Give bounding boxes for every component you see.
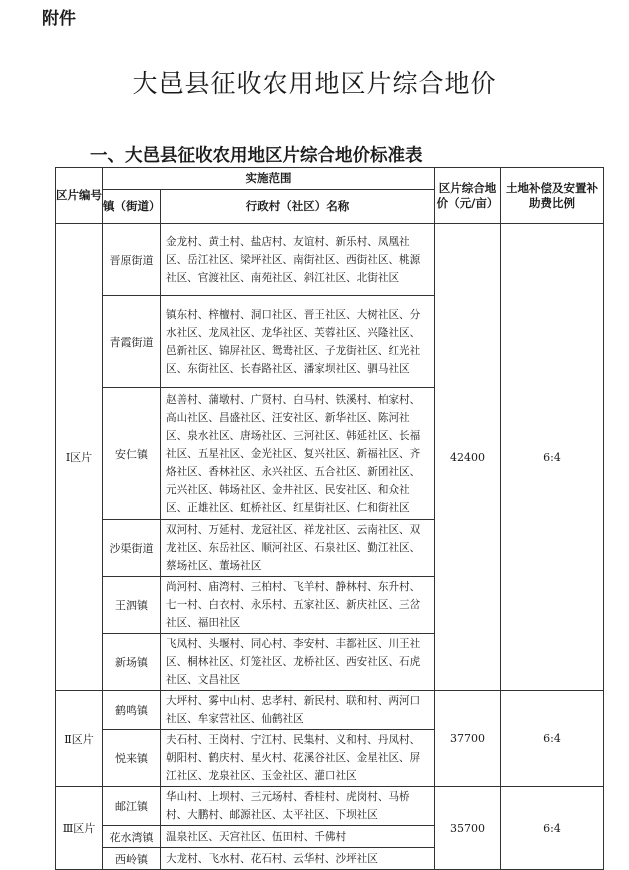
header-ratio: 土地补偿及安置补助费比例 (501, 168, 604, 224)
zone-id-cell: Ⅱ区片 (56, 691, 103, 787)
villages-cell: 华山村、上坝村、三元场村、香桂村、虎岗村、马桥村、大鹏村、邮源社区、太平社区、下坝社区 (161, 787, 435, 826)
town-cell: 沙渠街道 (103, 520, 161, 577)
header-scope: 实施范围 (103, 168, 435, 190)
header-zone-id: 区片编号 (56, 168, 103, 224)
document-title: 大邑县征收农用地区片综合地价 (132, 69, 497, 98)
town-cell: 晋原街道 (103, 224, 161, 296)
zone-id-cell: Ⅰ区片 (56, 224, 103, 691)
villages-cell: 双河村、万延村、龙冠社区、祥龙社区、云南社区、双龙社区、东岳社区、顺河社区、石泉社区、勤江社区、蔡场社区、董场社区 (161, 520, 435, 577)
town-cell: 新场镇 (103, 634, 161, 691)
villages-cell: 飞凤村、头堰村、同心村、李安村、丰都社区、川王社区、桐林社区、灯笼社区、龙桥社区、西安社区、石虎社区、文昌社区 (161, 634, 435, 691)
section-title: 一、大邑县征收农用地区片综合地价标准表 (90, 146, 423, 166)
header-town: 镇（街道） (103, 190, 161, 224)
villages-cell: 夫石村、王岗村、宁江村、民集村、义和村、丹凤村、朝阳村、鹤庆村、星火村、花溪谷社区、金星社区、屏江社区、龙泉社区、玉金社区、灌口社区 (161, 730, 435, 787)
attachment-label: 附件 (42, 9, 76, 29)
villages-cell: 温泉社区、天宫社区、伍田村、千佛村 (161, 826, 435, 848)
ratio-cell: 6:4 (501, 691, 604, 787)
town-cell: 安仁镇 (103, 388, 161, 520)
table-row (56, 787, 604, 826)
land-price-table (55, 167, 604, 870)
table-row (56, 224, 604, 296)
header-villages: 行政村（社区）名称 (161, 190, 435, 224)
header-price: 区片综合地价（元/亩） (435, 168, 501, 224)
price-cell: 37700 (435, 691, 501, 787)
town-cell: 青霞街道 (103, 296, 161, 388)
price-cell: 42400 (435, 224, 501, 691)
town-cell: 悦来镇 (103, 730, 161, 787)
villages-cell: 大龙村、飞水村、花石村、云华村、沙坪社区 (161, 848, 435, 870)
zone-id-cell: Ⅲ区片 (56, 787, 103, 870)
villages-cell: 金龙村、黄土村、盐店村、友谊村、新乐村、凤凰社区、岳江社区、梁坪社区、南街社区、西街社区、桃源社区、官渡社区、南苑社区、斜江社区、北街社区 (161, 224, 435, 296)
town-cell: 西岭镇 (103, 848, 161, 870)
ratio-cell: 6:4 (501, 787, 604, 870)
town-cell: 邮江镇 (103, 787, 161, 826)
town-cell: 王泗镇 (103, 577, 161, 634)
town-cell: 鹤鸣镇 (103, 691, 161, 730)
price-cell: 35700 (435, 787, 501, 870)
villages-cell: 镇东村、梓檀村、洞口社区、晋王社区、大树社区、分水社区、龙凤社区、龙华社区、芙蓉社区、兴隆社区、邑新社区、锦屏社区、鸳鸯社区、子龙街社区、红光社区、东街社区、长春路社区、潘家坝社区、驷马社区 (161, 296, 435, 388)
villages-cell: 尚河村、庙湾村、三柏村、飞羊村、静林村、东升村、七一村、白衣村、永乐村、五家社区、新庆社区、三岔社区、福田社区 (161, 577, 435, 634)
ratio-cell: 6:4 (501, 224, 604, 691)
villages-cell: 大坪村、雾中山村、忠孝村、新民村、联和村、两河口社区、牟家营社区、仙鹤社区 (161, 691, 435, 730)
town-cell: 花水湾镇 (103, 826, 161, 848)
villages-cell: 赵善村、蒲墩村、广贤村、白马村、铁溪村、柏家村、高山社区、昌盛社区、汪安社区、新华社区、陈河社区、泉水社区、唐场社区、三河社区、韩延社区、长福社区、五星社区、金光社区、复兴社区、新福社区、齐烙社区、香林社区、永兴社区、五合社区、新团社区、元兴社区、韩场社区、金井社区、民安社区、和众社区、正雄社区、虹桥社区、红星街社区、仁和街社区 (161, 388, 435, 520)
table-row (56, 691, 604, 730)
